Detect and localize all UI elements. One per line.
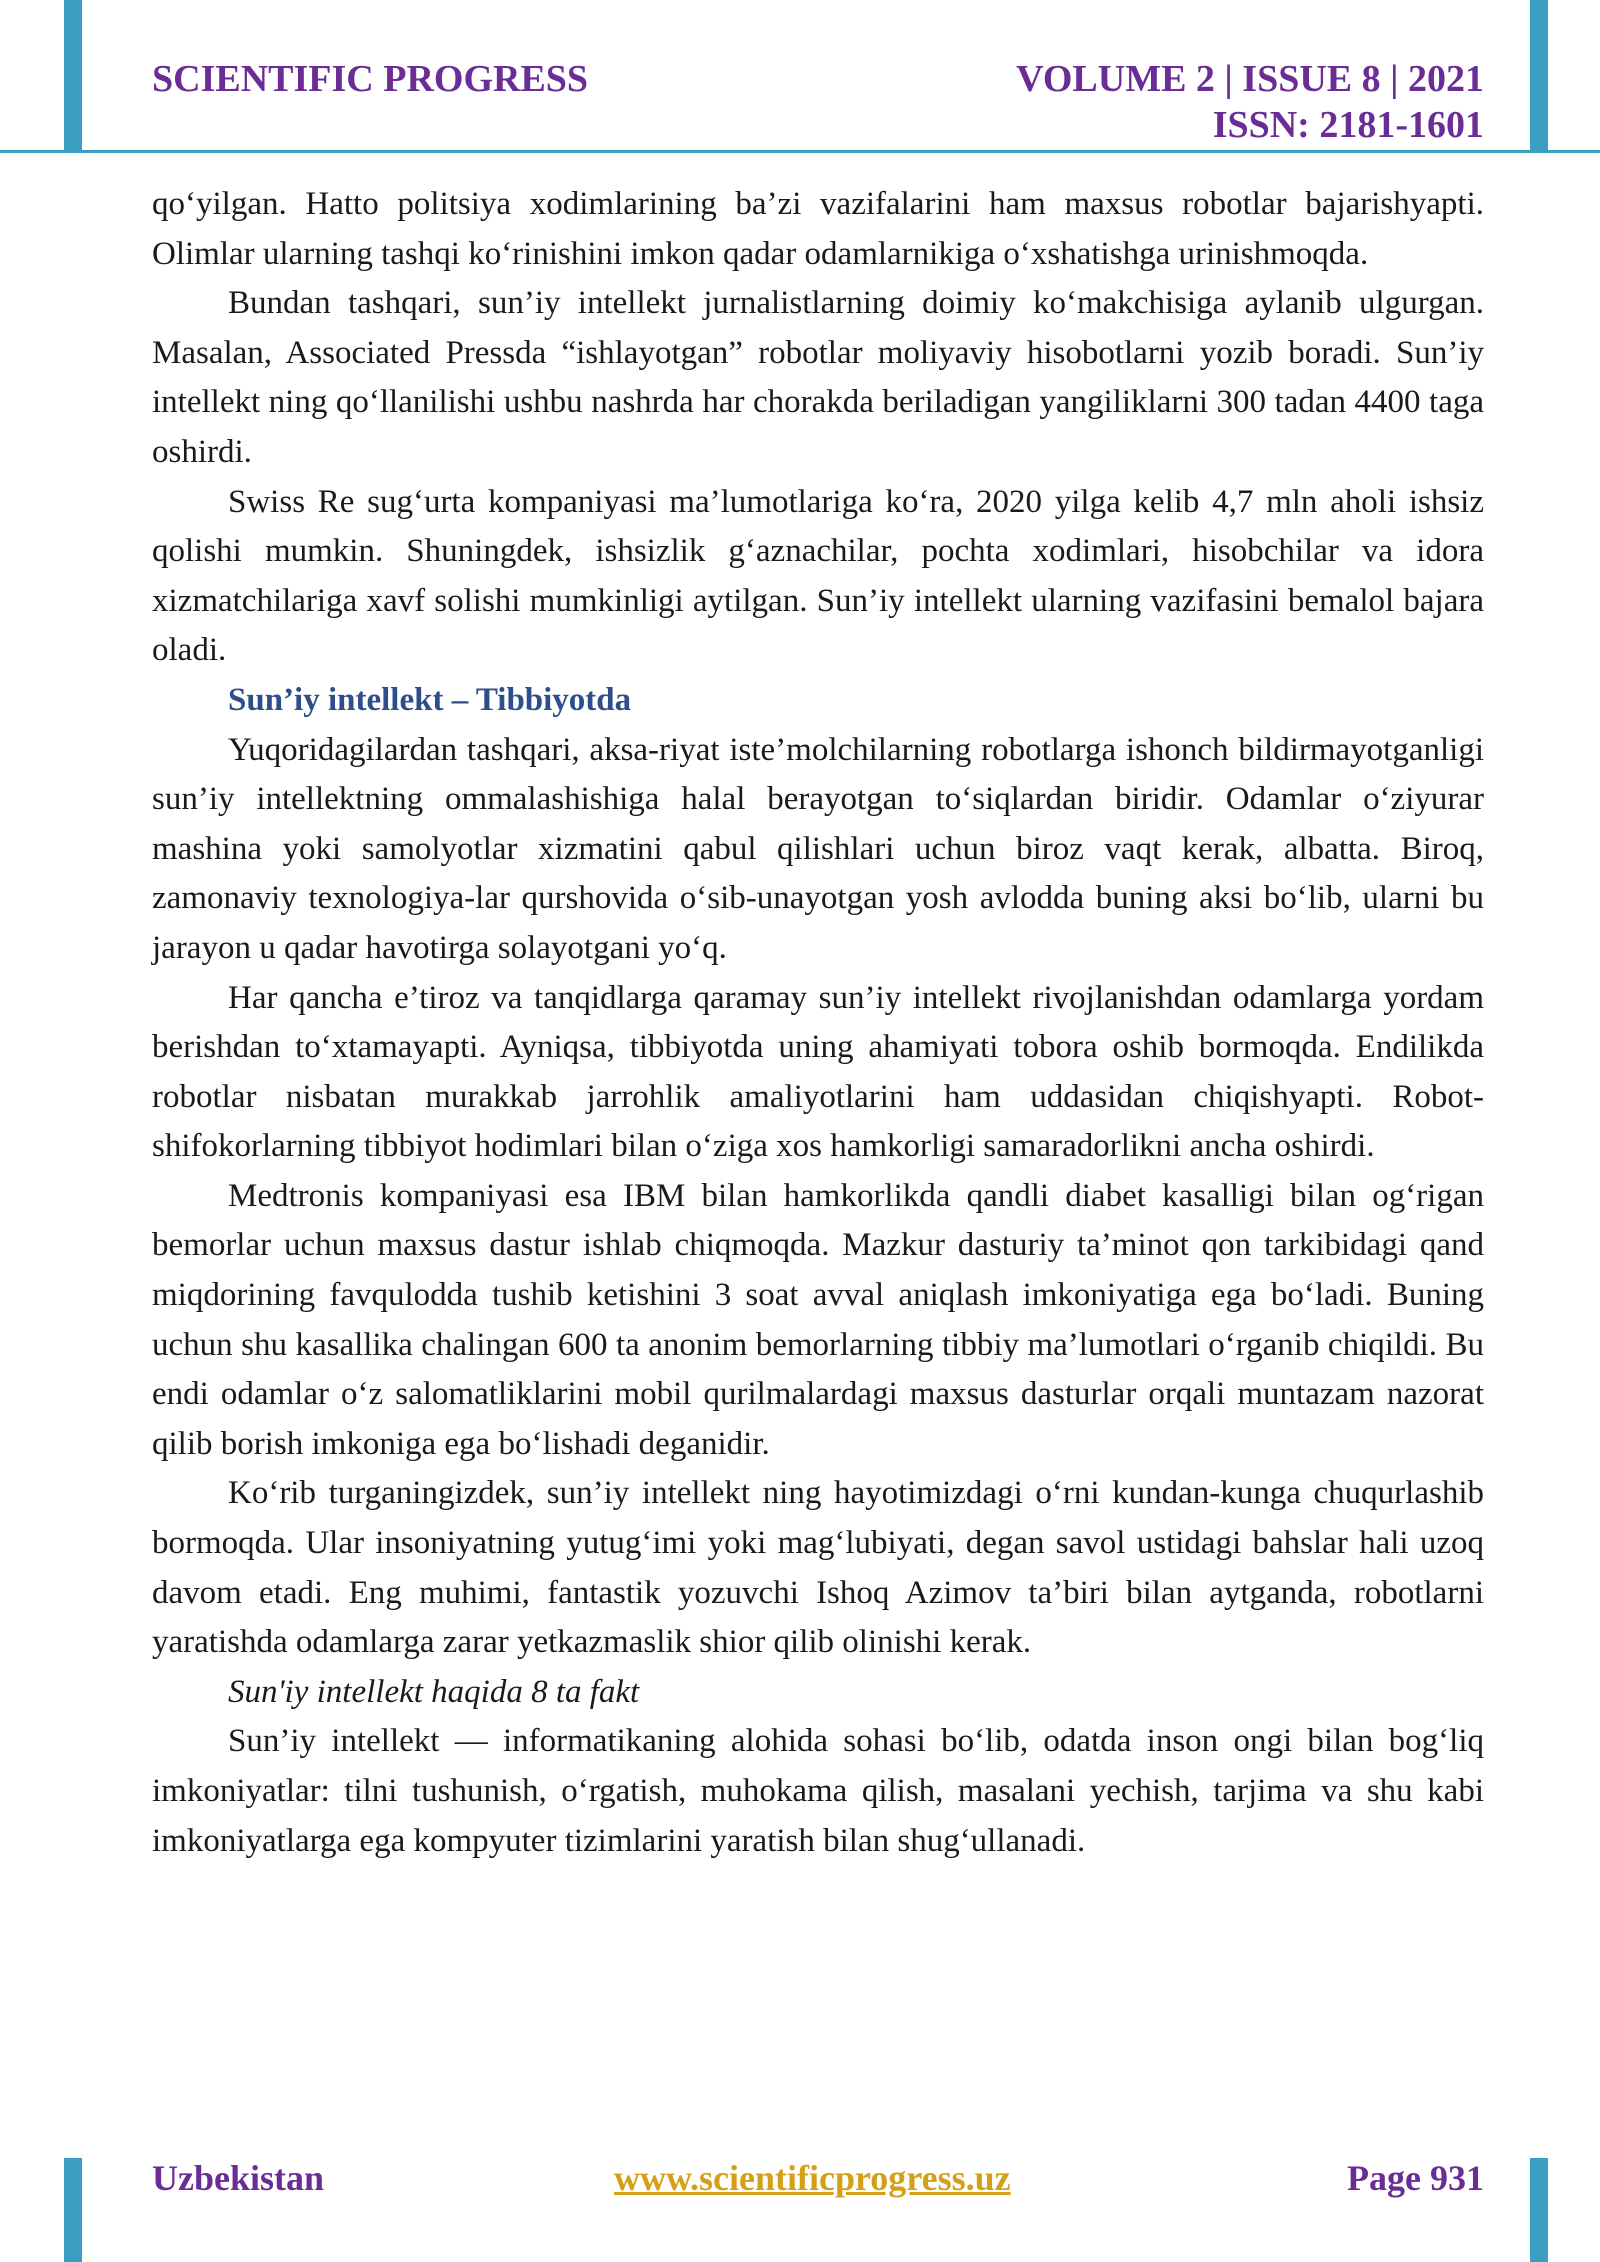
paragraph: Bundan tashqari, sun’iy intellekt jurnalistlarning doimiy ko‘makchisiga aylanib ulgurgan. Masalan, Associated Pressda “ishlayotgan” robotlar moliyaviy hisobotlarni yozib boradi. Sun’iy intellekt ning qo‘llanilishi ushbu nashrda har chorakda beriladigan yangiliklarni 300 tadan 4400 taga oshirdi.: [152, 285, 1484, 470]
journal-title: SCIENTIFIC PROGRESS: [152, 58, 589, 100]
paragraph: qo‘yilgan. Hatto politsiya xodimlarining ba’zi vazifalarini ham maxsus robotlar bajarishyapti. Olimlar ularning tashqi ko‘rinishini imkon qadar odamlarnikiga o‘xshatishga urinishmoqda.: [152, 186, 1484, 272]
section-subheading: Sun'iy intellekt haqida 8 ta fakt: [228, 1673, 640, 1710]
paragraph: Medtronis kompaniyasi esa IBM bilan hamkorlikda qandli diabet kasalligi bilan og‘rigan bemorlar uchun maxsus dastur ishlab chiqmoqda. Mazkur dasturiy ta’minot qon tarkibidagi qand miqdorining favqulodda tushib ketishini 3 soat avval aniqlash imkoniyatiga ega bo‘ladi. Buning uchun shu kasallika chalingan 600 ta anonim bemorlarning tibbiy ma’lumotlari o‘rganib chiqildi. Bu endi odamlar o‘z salomatliklarini mobil qurilmalardagi maxsus dasturlar orqali muntazam nazorat qilib borish imkoniga ega bo‘lishadi deganidir.: [152, 1177, 1484, 1462]
issn: ISSN: 2181-1601: [1212, 104, 1484, 146]
footer-country: Uzbekistan: [152, 2158, 325, 2198]
paragraph: Ko‘rib turganingizdek, sun’iy intellekt ning hayotimizdagi o‘rni kundan-kunga chuqurlashib bormoqda. Ular insoniyatning yutug‘imi yoki mag‘lubiyati, degan savol ustidagi bahslar hali uzoq davom etadi. Eng muhimi, fantastik yozuvchi Ishoq Azimov ta’biri bilan aytganda, robotlarni yaratishda odamlarga zarar yetkazmaslik shior qilib olinishi kerak.: [152, 1475, 1484, 1661]
section-heading: Sun’iy intellekt – Tibbiyotda: [228, 681, 632, 718]
article-body: [152, 180, 1484, 1866]
issue-info: [1016, 56, 1484, 148]
header-rule: [0, 150, 1600, 153]
page-number: Page 931: [1347, 2158, 1484, 2198]
footer-website-link[interactable]: www.scientificprogress.uz: [614, 2158, 1011, 2198]
volume-issue: VOLUME 2 | ISSUE 8 | 2021: [1016, 58, 1484, 100]
paragraph: Swiss Re sug‘urta kompaniyasi ma’lumotlariga ko‘ra, 2020 yilga kelib 4,7 mln aholi ishsiz qolishi mumkin. Shuningdek, ishsizlik g‘aznachilar, pochta xodimlari, hisobchilar va idora xizmatchilariga xavf solishi mumkinligi aytilgan. Sun’iy intellekt ularning vazifasini bemalol bajara oladi.: [152, 483, 1484, 669]
decorative-bar-bottom-right: [1530, 2158, 1548, 2262]
decorative-bar-bottom-left: [64, 2158, 82, 2262]
paragraph: Har qancha e’tiroz va tanqidlarga qaramay sun’iy intellekt rivojlanishdan odamlarga yordam berishdan to‘xtamayapti. Ayniqsa, tibbiyotda uning ahamiyati tobora oshib bormoqda. Endilikda robotlar nisbatan murakkab jarrohlik amaliyotlarini ham uddasidan chiqishyapti. Robot-shifokorlarning tibbiyot hodimlari bilan o‘ziga xos hamkorligi samaradorlikni ancha oshirdi.: [152, 979, 1484, 1165]
paragraph: Sun’iy intellekt — informatikaning alohida sohasi bo‘lib, odatda inson ongi bilan bog‘liq imkoniyatlar: tilni tushunish, o‘rgatish, muhokama qilish, masalani yechish, tarjima va shu kabi imkoniyatlarga ega kompyuter tizimlarini yaratish bilan shug‘ullanadi.: [152, 1723, 1484, 1859]
decorative-bar-top-right: [1530, 0, 1548, 152]
decorative-bar-top-left: [64, 0, 82, 152]
paragraph: Yuqoridagilardan tashqari, aksa-riyat iste’molchilarning robotlarga ishonch bildirmayotganligi sun’iy intellektning ommalashishiga halal berayotgan to‘siqlardan biridir. Odamlar o‘ziyurar mashina yoki samolyotlar xizmatini qabul qilishlari uchun biroz vaqt kerak, albatta. Biroq, zamonaviy texnologiya-lar qurshovida o‘sib-unayotgan yosh avlodda buning aksi bo‘lib, ularni bu jarayon u qadar havotirga solayotgani yo‘q.: [152, 731, 1484, 966]
